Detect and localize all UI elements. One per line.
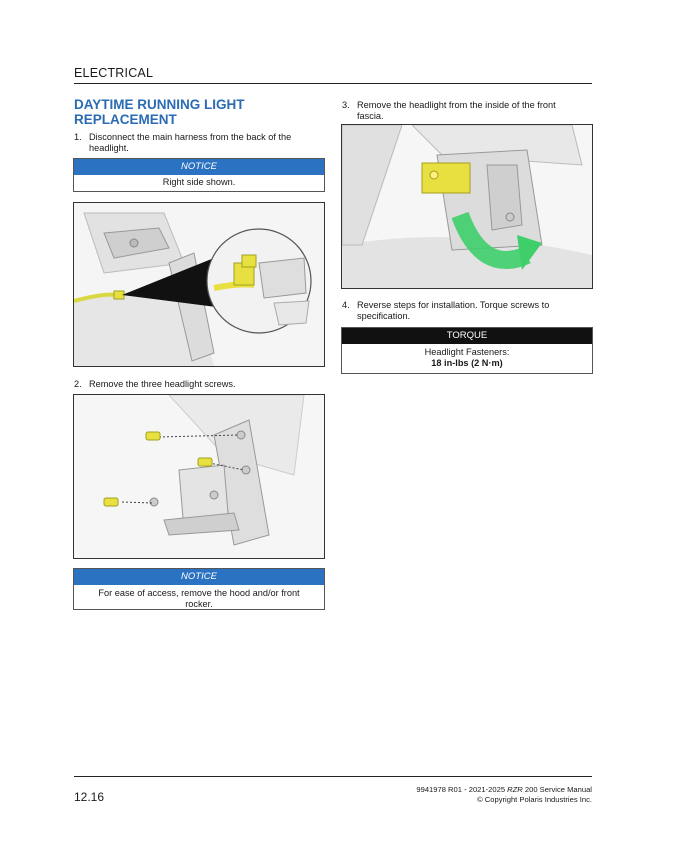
- notice-1-body: Right side shown.: [162, 177, 236, 187]
- notice-2-body-line-2: rocker.: [185, 599, 213, 609]
- harness-illustration: [74, 203, 324, 366]
- doc-suffix: 200 Service Manual: [522, 785, 592, 794]
- figure-remove-headlight: [341, 124, 593, 289]
- page-title: [74, 97, 314, 127]
- notice-2-body: [74, 585, 324, 613]
- footer-doc-info: [416, 785, 592, 805]
- remove-headlight-illustration: [342, 125, 592, 288]
- step-4: [342, 300, 582, 322]
- step-4-number: 4.: [342, 300, 350, 310]
- step-2-text: Remove the three headlight screws.: [89, 379, 236, 389]
- notice-1-heading: NOTICE: [74, 159, 324, 175]
- notice-2-heading: NOTICE: [74, 569, 324, 585]
- torque-body: [342, 344, 592, 372]
- screws-illustration: [74, 395, 324, 558]
- notice-2-body-line-1: For ease of access, remove the hood and/or front: [98, 588, 300, 598]
- page-number: 12.16: [74, 790, 105, 804]
- footer-doc-title: [416, 785, 592, 795]
- torque-label: Headlight Fasteners:: [424, 347, 510, 357]
- step-3-text: Remove the headlight from the inside of the front fascia.: [357, 100, 556, 121]
- section-header: ELECTRICAL: [74, 66, 154, 80]
- title-line-1: DAYTIME RUNNING LIGHT: [74, 97, 245, 112]
- torque-value: 18 in-lbs (2 N·m): [431, 358, 503, 368]
- doc-model: RZR: [507, 785, 523, 794]
- step-4-text: Reverse steps for installation. Torque screws to specification.: [357, 300, 550, 321]
- step-1: [74, 132, 314, 154]
- torque-heading: TORQUE: [342, 328, 592, 344]
- footer-rule: [74, 776, 592, 777]
- step-1-number: 1.: [74, 132, 82, 142]
- header-rule: [74, 83, 592, 84]
- step-2-number: 2.: [74, 379, 82, 389]
- step-3-number: 3.: [342, 100, 350, 110]
- notice-box-2: [73, 568, 325, 610]
- figure-headlight-screws: [73, 394, 325, 559]
- doc-prefix: 9941978 R01 - 2021-2025: [416, 785, 508, 794]
- torque-box: [341, 327, 593, 374]
- step-3: [342, 100, 582, 122]
- step-2: [74, 379, 314, 390]
- notice-box-1: [73, 158, 325, 192]
- title-line-2: REPLACEMENT: [74, 112, 177, 127]
- footer-copyright: © Copyright Polaris Industries Inc.: [477, 795, 592, 804]
- figure-harness-disconnect: [73, 202, 325, 367]
- step-1-text: Disconnect the main harness from the back of the headlight.: [89, 132, 292, 153]
